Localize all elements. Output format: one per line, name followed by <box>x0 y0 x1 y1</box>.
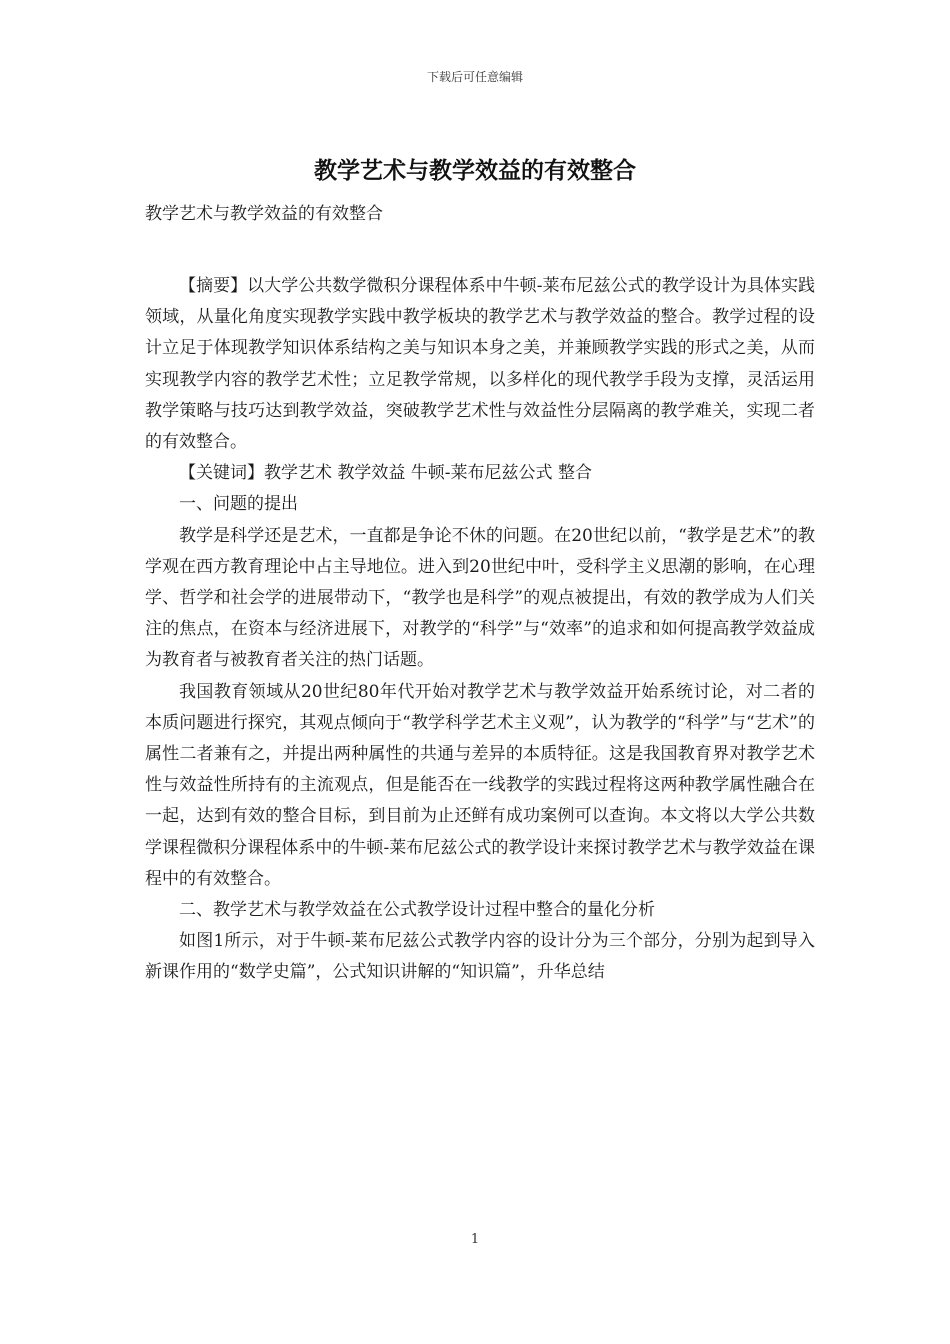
section-heading-2: 二、教学艺术与教学效益在公式教学设计过程中整合的量化分析 <box>179 900 655 921</box>
paragraph: 如图1所示，对于牛顿-莱布尼兹公式教学内容的设计分为三个部分，分别为起到导入新课作用的“数学史篇”，公式知识讲解的“知识篇”，升华总结 <box>145 931 815 983</box>
page-number: 1 <box>470 1232 480 1247</box>
section-heading-1: 一、问题的提出 <box>179 494 298 515</box>
header-note: 下载后可任意编辑 <box>426 70 523 84</box>
paragraph-abstract: 【摘要】以大学公共数学微积分课程体系中牛顿-莱布尼兹公式的教学设计为具体实践领域，从量化角度实现教学实践中教学板块的教学艺术与教学效益的整合。教学过程的设计立足于体现教学知识体系结构之美与知识本身之美，并兼顾教学实践的形式之美，从而实现教学内容的教学艺术性；立足教学常规，以多样化的现代教学手段为支撑，灵活运用教学策略与技巧达到教学效益，突破教学艺术性与效益性分层隔离的教学难关，实现二者的有效整合。 <box>145 276 815 453</box>
paragraph-keywords: 【关键词】教学艺术 教学效益 牛顿-莱布尼兹公式 整合 <box>179 463 592 484</box>
document-subtitle: 教学艺术与教学效益的有效整合 <box>145 204 383 224</box>
paragraph: 我国教育领域从20世纪80年代开始对教学艺术与教学效益开始系统讨论，对二者的本质问题进行探究，其观点倾向于“教学科学艺术主义观”，认为教学的“科学”与“艺术”的属性二者兼有之，并提出两种属性的共通与差异的本质特征。这是我国教育界对教学艺术性与效益性所持有的主流观点，但是能否在一线教学的实践过程将这两种教学属性融合在一起，达到有效的整合目标，到目前为止还鲜有成功案例可以查询。本文将以大学公共数学课程微积分课程体系中的牛顿-莱布尼兹公式的教学设计来探讨教学艺术与教学效益在课程中的有效整合。 <box>145 681 815 889</box>
document-title: 教学艺术与教学效益的有效整合 <box>314 157 636 184</box>
document-body <box>145 271 815 989</box>
paragraph: 教学是科学还是艺术，一直都是争论不休的问题。在20世纪以前，“教学是艺术”的教学观在西方教育理论中占主导地位。进入到20世纪中叶，受科学主义思潮的影响，在心理学、哲学和社会学的进展带动下，“教学也是科学”的观点被提出，有效的教学成为人们关注的焦点，在资本与经济进展下，对教学的“科学”与“效率”的追求和如何提高教学效益成为教育者与被教育者关注的热门话题。 <box>145 525 815 671</box>
